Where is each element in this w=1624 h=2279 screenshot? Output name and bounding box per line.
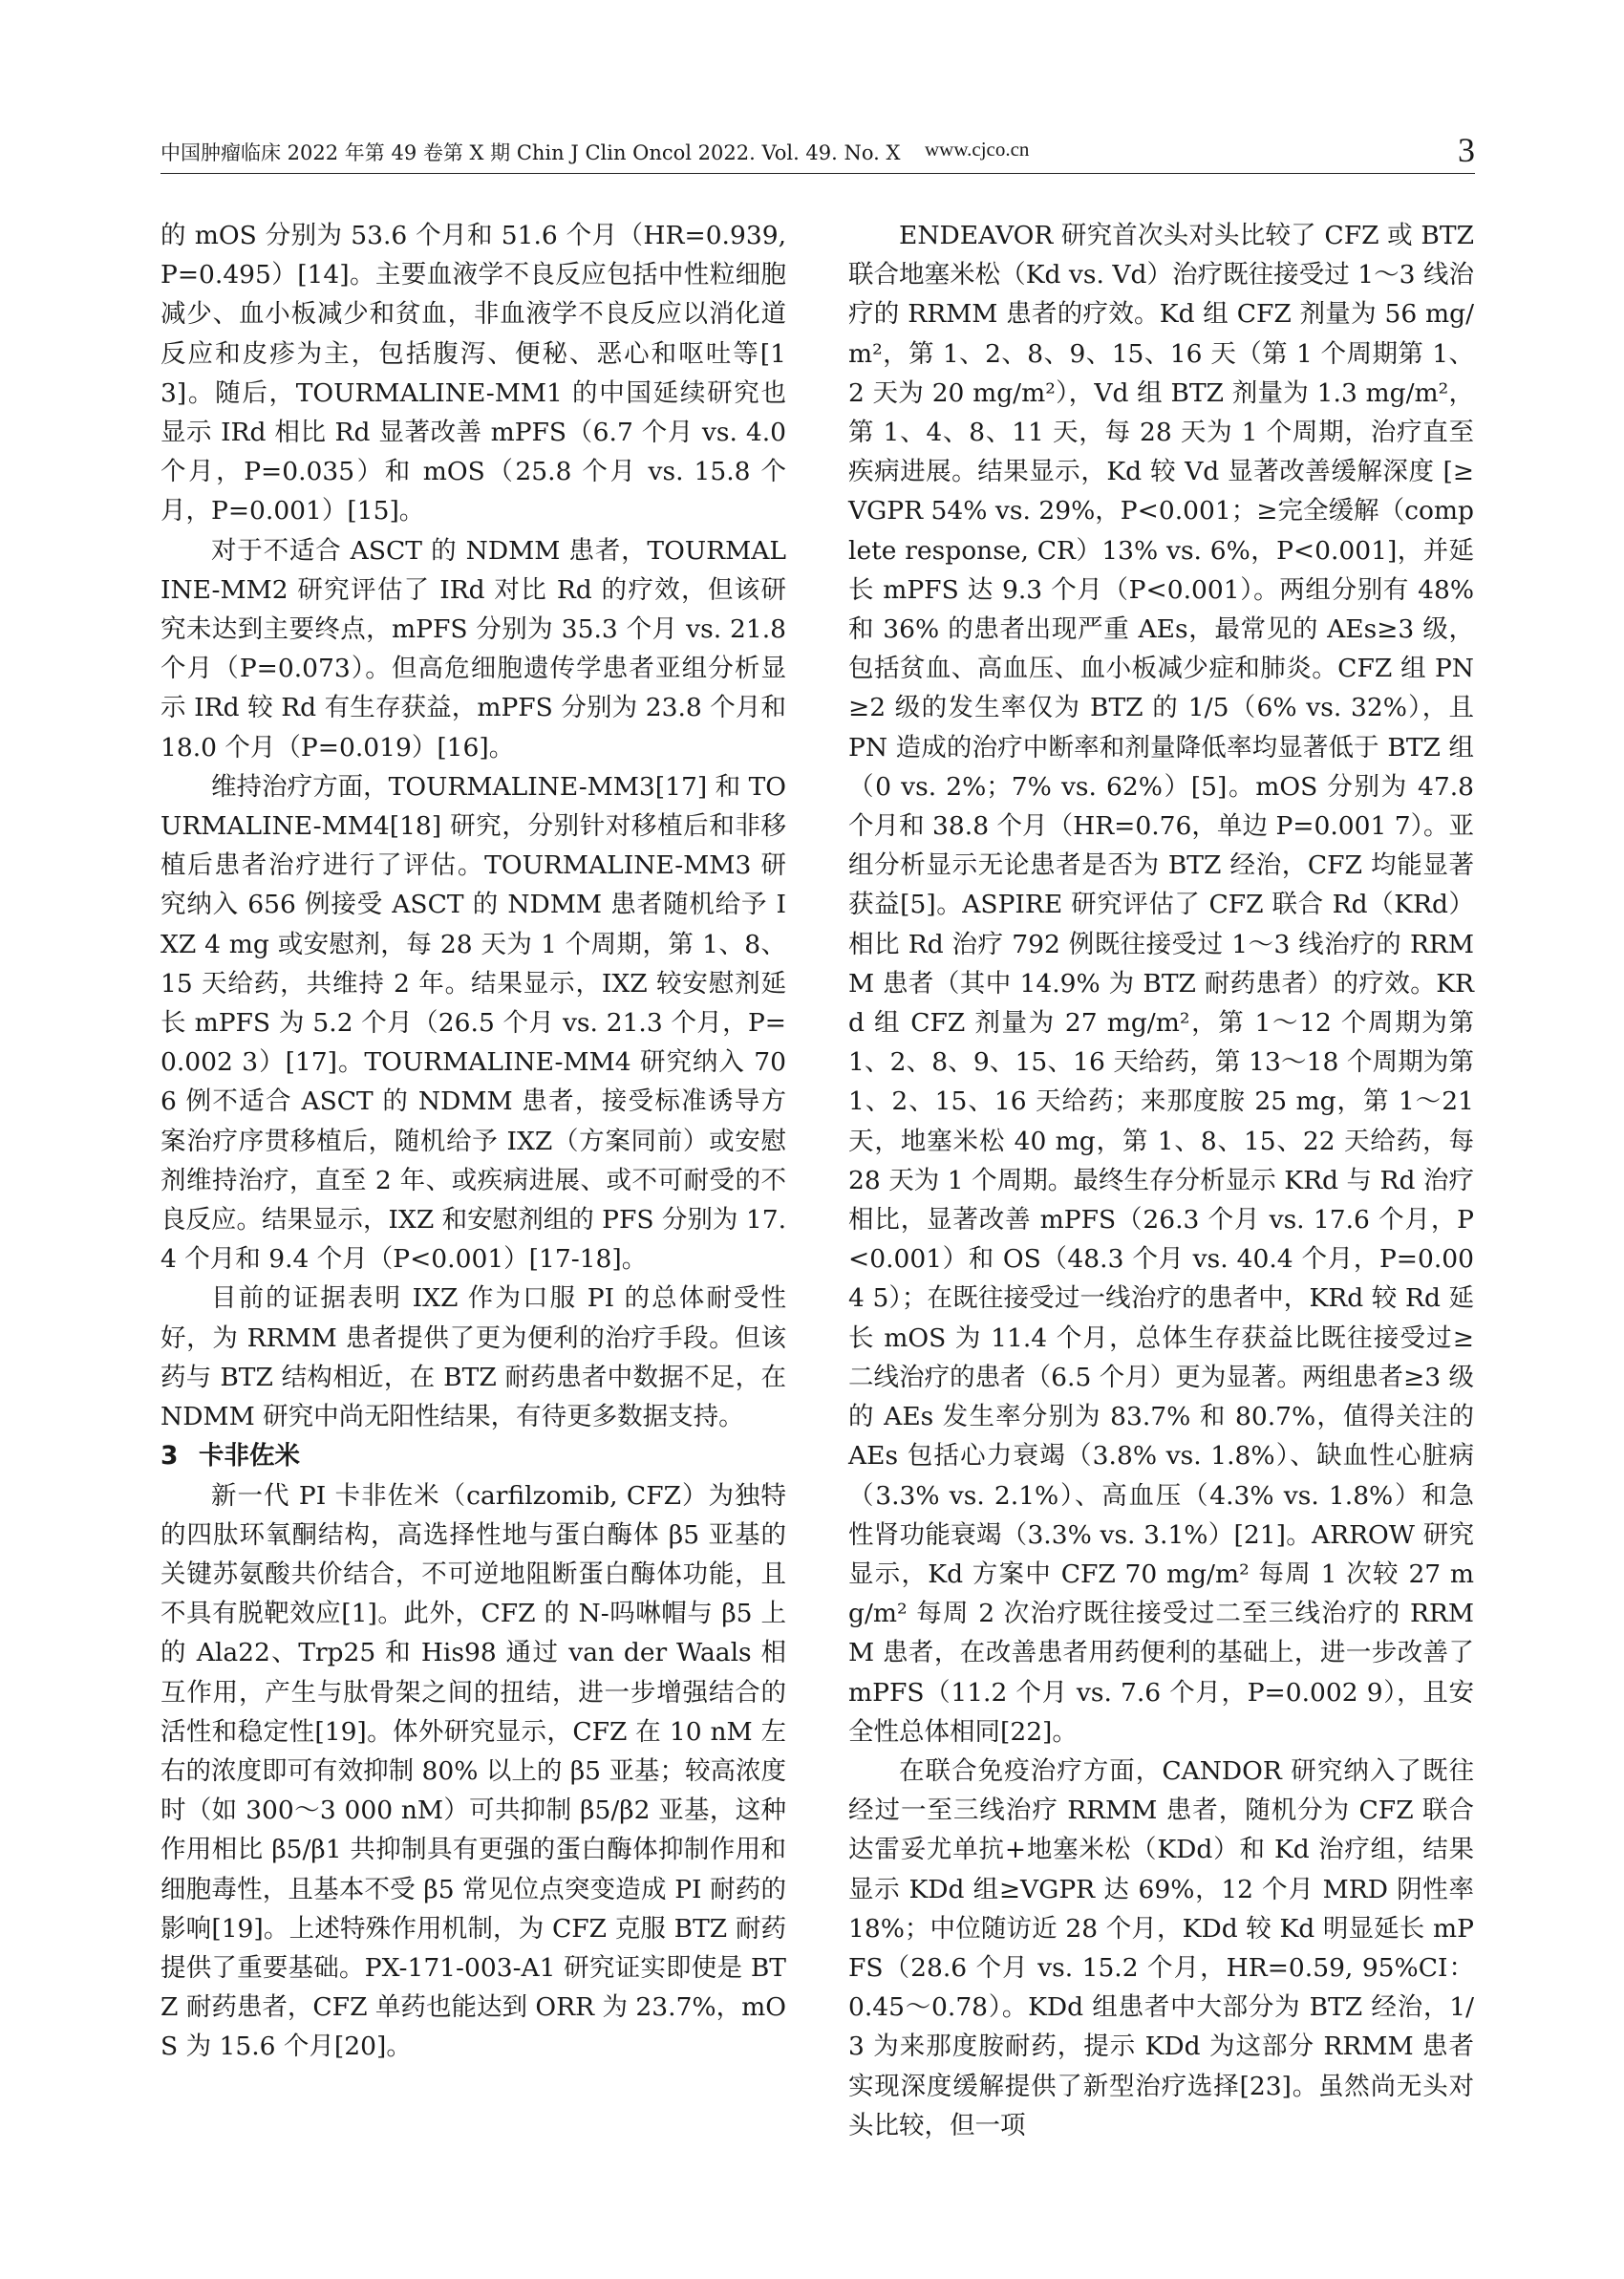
running-header — [160, 130, 1475, 168]
paragraph: ENDEAVOR 研究首次头对头比较了 CFZ 或 BTZ 联合地塞米松（Kd vs. Vd）治疗既往接受过 1～3 线治疗的 RRMM 患者的疗效。Kd 组 CFZ 剂量为 56 mg/m²，第 1、2、8、9、15、16 天（第 1 个周期第 1、2 天为 20 mg/m²），Vd 组 BTZ 剂量为 1.3 mg/m²，第 1、4、8、11 天，每 28 天为 1 个周期，治疗直至疾病进展。结果显示，Kd 较 Vd 显著改善缓解深度 [≥VGPR 54% vs. 29%，P<0.001；≥完全缓解（complete response, CR）13% vs. 6%，P<0.001]，并延长 mPFS 达 9.3 个月（P<0.001）。两组分别有 48% 和 36% 的患者出现严重 AEs，最常见的 AEs≥3 级，包括贫血、高血压、血小板减少症和肺炎。CFZ 组 PN≥2 级的发生率仅为 BTZ 的 1/5（6% vs. 32%），且 PN 造成的治疗中断率和剂量降低率均显著低于 BTZ 组（0 vs. 2%；7% vs. 62%）[5]。mOS 分别为 47.8 个月和 38.8 个月（HR=0.76，单边 P=0.001 7）。亚组分析显示无论患者是否为 BTZ 经治，CFZ 均能显著获益[5]。ASPIRE 研究评估了 CFZ 联合 Rd（KRd）相比 Rd 治疗 792 例既往接受过 1～3 线治疗的 RRMM 患者（其中 14.9% 为 BTZ 耐药患者）的疗效。KRd 组 CFZ 剂量为 27 mg/m²，第 1～12 个周期为第 1、2、8、9、15、16 天给药，第 13～18 个周期为第 1、2、15、16 天给药；来那度胺 25 mg，第 1～21 天，地塞米松 40 mg，第 1、8、15、22 天给药，每 28 天为 1 个周期。最终生存分析显示 KRd 与 Rd 治疗相比，显著改善 mPFS（26.3 个月 vs. 17.6 个月，P<0.001）和 OS（48.3 个月 vs. 40.4 个月，P=0.004 5）；在既往接受过一线治疗的患者中，KRd 较 Rd 延长 mOS 为 11.4 个月，总体生存获益比既往接受过≥二线治疗的患者（6.5 个月）更为显著。两组患者≥3 级的 AEs 发生率分别为 83.7% 和 80.7%，值得关注的 AEs 包括心力衰竭（3.8% vs. 1.8%）、缺血性心脏病（3.3% vs. 2.1%）、高血压（4.3% vs. 1.8%）和急性肾功能衰竭（3.3% vs. 3.1%）[21]。ARROW 研究显示，Kd 方案中 CFZ 70 mg/m² 每周 1 次较 27 mg/m² 每周 2 次治疗既往接受过二至三线治疗的 RRMM 患者，在改善患者用药便利的基础上，进一步改善了 mPFS（11.2 个月 vs. 7.6 个月，P=0.002 9），且安全性总体相同[22]。 — [848, 221, 1474, 1747]
journal-citation: 中国肿瘤临床 2022 年第 49 卷第 X 期 Chin J Clin Oncol 2022. Vol. 49. No. X — [160, 141, 901, 164]
paragraph: 的 mOS 分别为 53.6 个月和 51.6 个月（HR=0.939, P=0.495）[14]。主要血液学不良反应包括中性粒细胞减少、血小板减少和贫血，非血液学不良反应以消化道反应和皮疹为主，包括腹泻、便秘、恶心和呕吐等[13]。随后，TOURMALINE-MM1 的中国延续研究也显示 IRd 相比 Rd 显著改善 mPFS（6.7 个月 vs. 4.0 个月，P=0.035）和 mOS（25.8 个月 vs. 15.8 个月，P=0.001）[15]。 — [160, 221, 786, 527]
paragraph: 对于不适合 ASCT 的 NDMM 患者，TOURMALINE-MM2 研究评估了 IRd 对比 Rd 的疗效，但该研究未达到主要终点，mPFS 分别为 35.3 个月 vs. 21.8 个月（P=0.073）。但高危细胞遗传学患者亚组分析显示 IRd 较 Rd 有生存获益，mPFS 分别为 23.8 个月和 18.0 个月（P=0.019）[16]。 — [160, 535, 786, 763]
header-rule — [160, 173, 1475, 174]
section-number: 3 — [160, 1441, 179, 1472]
paragraph: 在联合免疫治疗方面，CANDOR 研究纳入了既往经过一至三线治疗 RRMM 患者，随机分为 CFZ 联合达雷妥尤单抗+地塞米松（KDd）和 Kd 治疗组，结果显示 KDd 组≥VGPR 达 69%，12 个月 MRD 阴性率 18%；中位随访近 28 个月，KDd 较 Kd 明显延长 mPFS（28.6 个月 vs. 15.2 个月，HR=0.59, 95%CI：0.45～0.78）。KDd 组患者中大部分为 BTZ 经治，1/3 为来那度胺耐药，提示 KDd 为这部分 RRMM 患者实现深度缓解提供了新型治疗选择[23]。虽然尚无头对头比较，但一项 — [848, 1755, 1474, 2140]
left-column — [160, 216, 786, 2067]
paragraph: 新一代 PI 卡非佐米（carfilzomib, CFZ）为独特的四肽环氧酮结构，高选择性地与蛋白酶体 β5 亚基的关键苏氨酸共价结合，不可逆地阻断蛋白酶体功能，且不具有脱靶效应[1]。此外，CFZ 的 N-吗啉帽与 β5 上的 Ala22、Trp25 和 His98 通过 van der Waals 相互作用，产生与肽骨架之间的扭结，进一步增强结合的活性和稳定性[19]。体外研究显示，CFZ 在 10 nM 左右的浓度即可有效抑制 80% 以上的 β5 亚基；较高浓度时（如 300～3 000 nM）可共抑制 β5/β2 亚基，这种作用相比 β5/β1 共抑制具有更强的蛋白酶体抑制作用和细胞毒性，且基本不受 β5 常见位点突变造成 PI 耐药的影响[19]。上述特殊作用机制，为 CFZ 克服 BTZ 耐药提供了重要基础。PX-171-003-A1 研究证实即使是 BTZ 耐药患者，CFZ 单药也能达到 ORR 为 23.7%，mOS 为 15.6 个月[20]。 — [160, 1480, 786, 2062]
section-heading — [160, 1436, 786, 1475]
right-column — [848, 216, 1474, 2145]
paragraph: 维持治疗方面，TOURMALINE-MM3[17] 和 TOURMALINE-MM4[18] 研究，分别针对移植后和非移植后患者治疗进行了评估。TOURMALINE-MM3 研究纳入 656 例接受 ASCT 的 NDMM 患者随机给予 IXZ 4 mg 或安慰剂，每 28 天为 1 个周期，第 1、8、15 天给药，共维持 2 年。结果显示，IXZ 较安慰剂延长 mPFS 为 5.2 个月（26.5 个月 vs. 21.3 个月，P=0.002 3）[17]。TOURMALINE-MM4 研究纳入 706 例不适合 ASCT 的 NDMM 患者，接受标准诱导方案治疗序贯移植后，随机给予 IXZ（方案同前）或安慰剂维持治疗，直至 2 年、或疾病进展、或不可耐受的不良反应。结果显示，IXZ 和安慰剂组的 PFS 分别为 17.4 个月和 9.4 个月（P<0.001）[17-18]。 — [160, 771, 786, 1275]
page-number: 3 — [1458, 131, 1475, 169]
section-title: 卡非佐米 — [199, 1441, 300, 1472]
journal-url: www.cjco.cn — [925, 138, 1030, 161]
paragraph: 目前的证据表明 IXZ 作为口服 PI 的总体耐受性好，为 RRMM 患者提供了更为便利的治疗手段。但该药与 BTZ 结构相近，在 BTZ 耐药患者中数据不足，在 NDMM 研究中尚无阳性结果，有待更多数据支持。 — [160, 1283, 786, 1432]
